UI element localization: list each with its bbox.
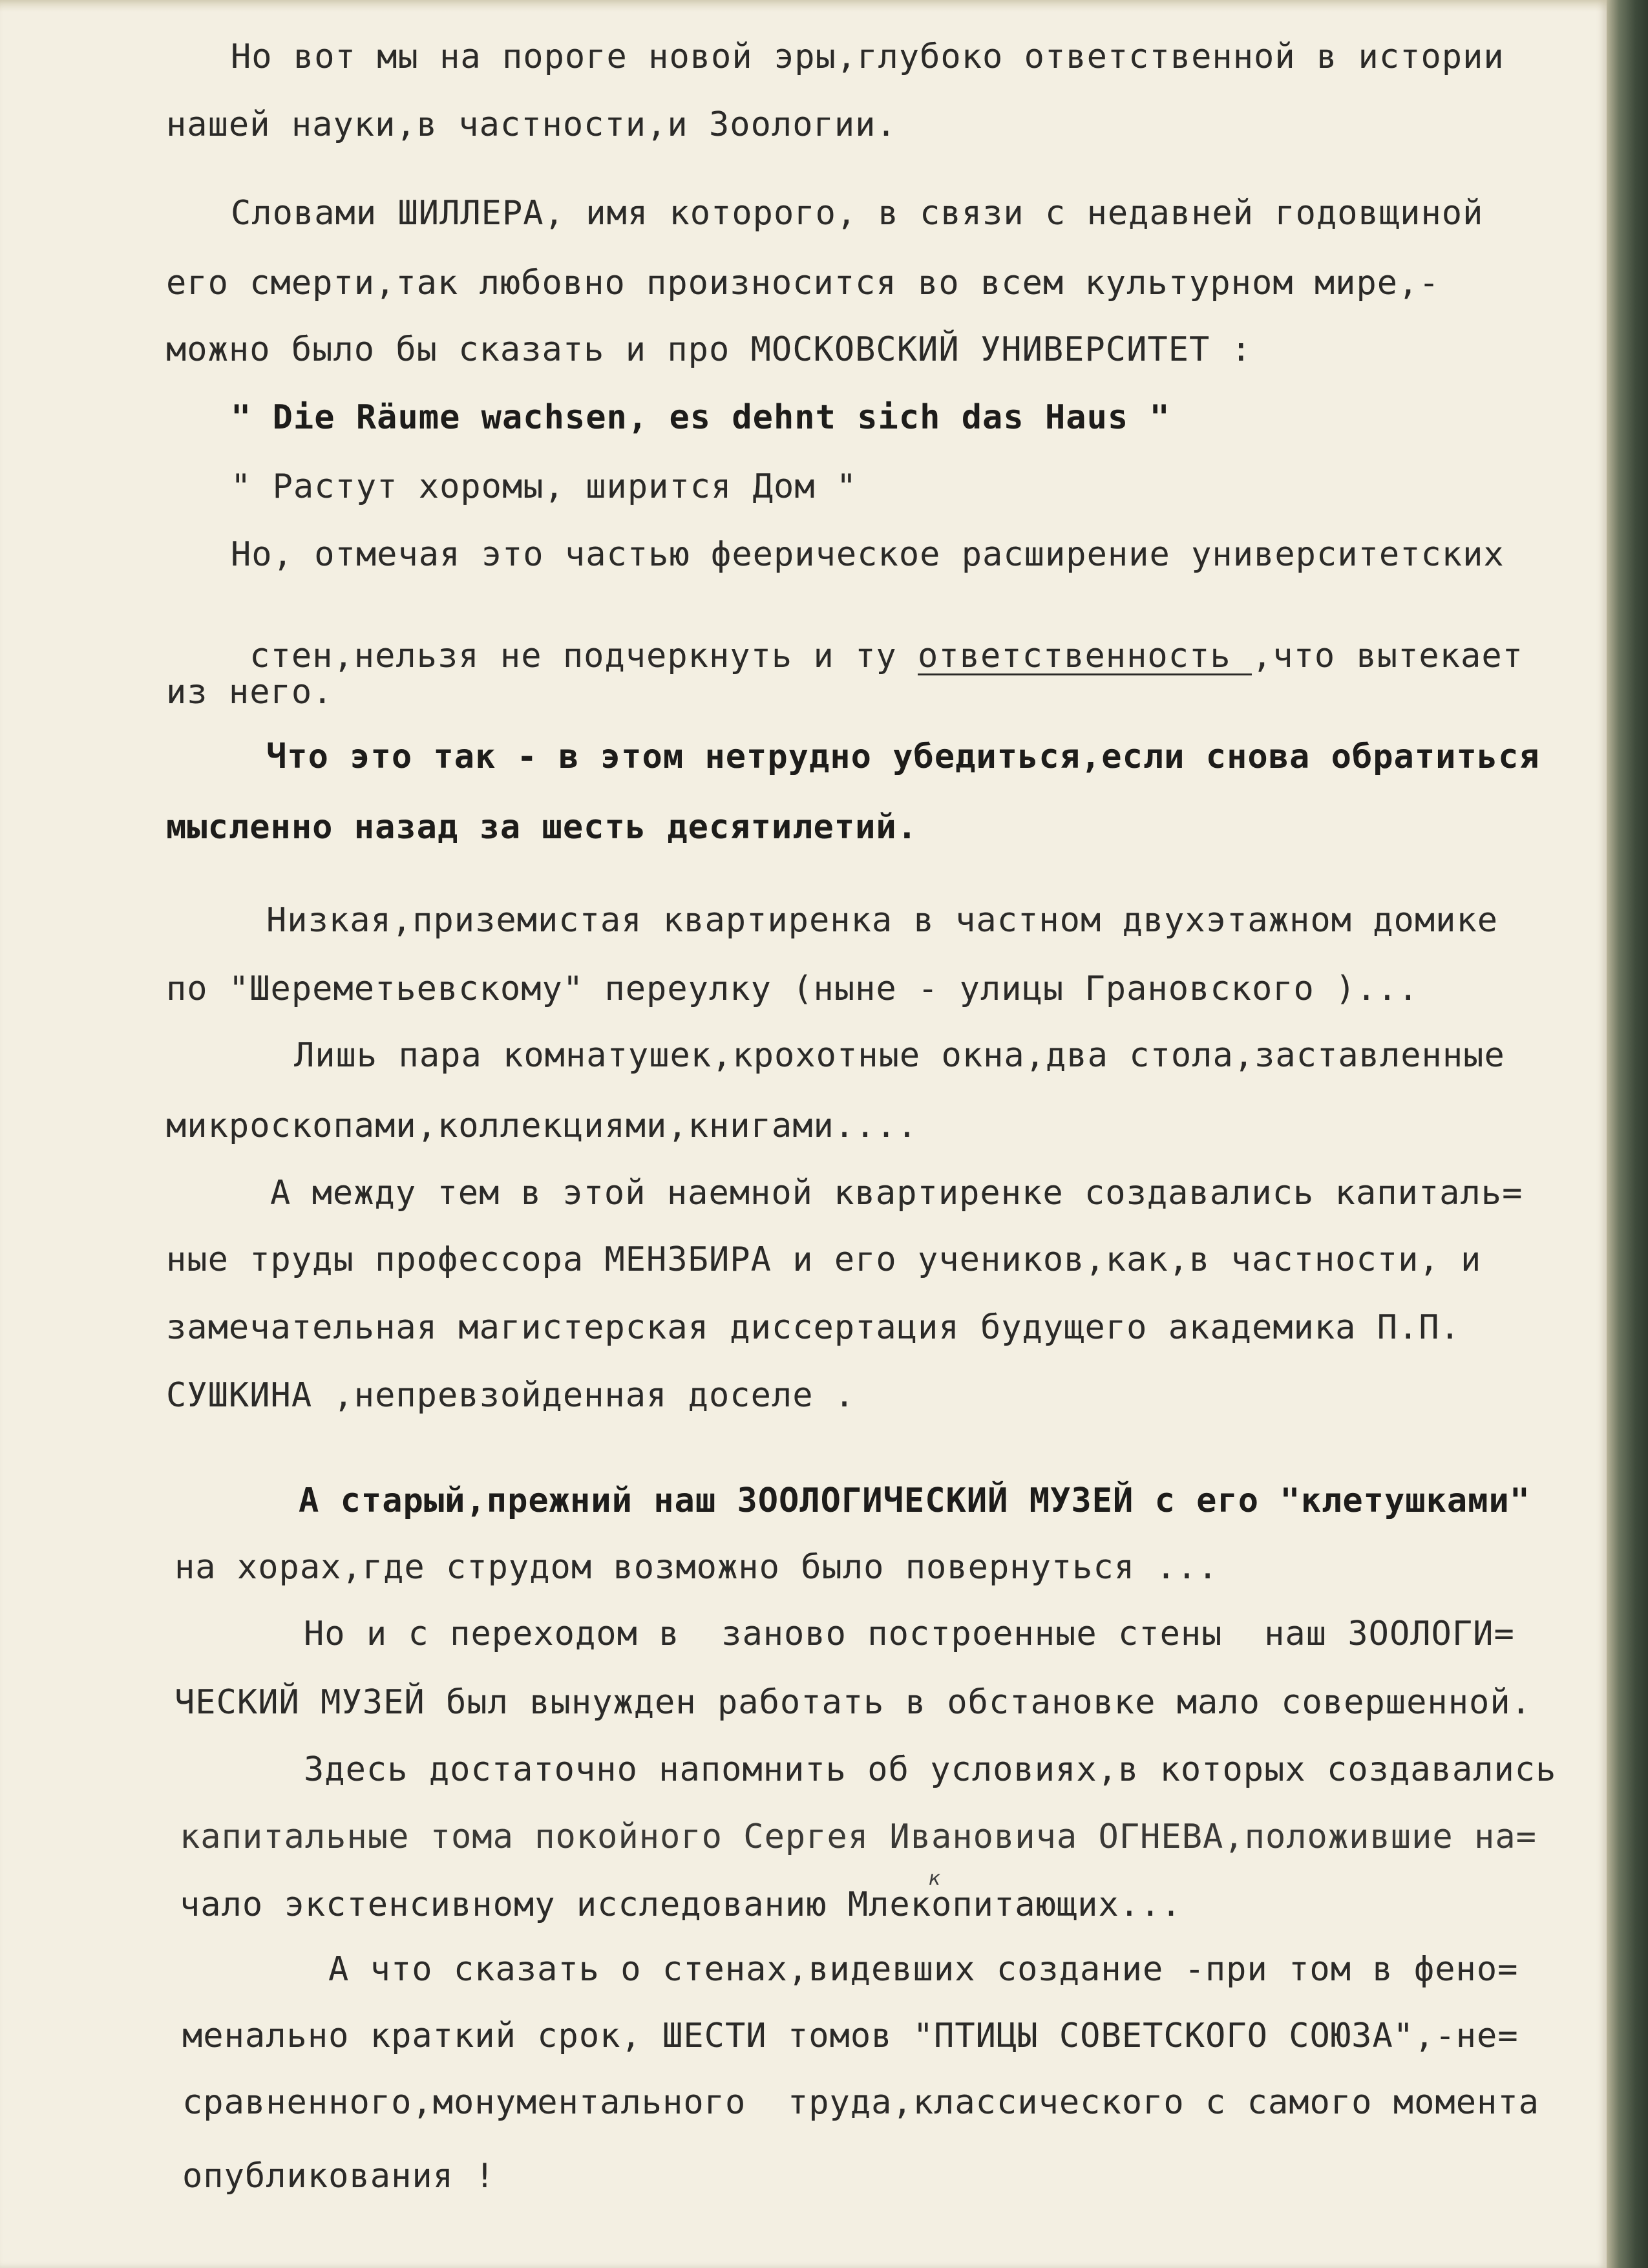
text-line: Но, отмечая это частью феерическое расширение университетских: [231, 535, 1505, 574]
text-line: мысленно назад за шесть десятилетий.: [166, 808, 918, 847]
text-line: ные труды профессора МЕНЗБИРА и его учеников,как,в частности, и: [166, 1240, 1482, 1279]
text-fragment: стен,нельзя не подчеркнуть и ту: [249, 637, 918, 675]
text-line: по "Шереметьевскому" переулку (ныне - улицы Грановского )...: [166, 970, 1419, 1008]
text-fragment: ,что вытекает: [1251, 637, 1523, 675]
text-line: замечательная магистерская диссертация будущего академика П.П.: [166, 1308, 1461, 1347]
text-line: Словами ШИЛЛЕРА, имя которого, в связи с недавней годовщиной: [231, 194, 1484, 233]
text-line: Здесь достаточно напомнить об условиях,в которых создавались: [304, 1750, 1557, 1789]
quote-line-russian: " Растут хоромы, ширится Дом ": [231, 467, 858, 506]
text-line: нашей науки,в частности,и Зоологии.: [166, 105, 897, 144]
text-line: СУШКИНА ,непревзойденная доселе .: [166, 1376, 856, 1415]
paper-top-shade: [0, 0, 1607, 12]
underlined-word: ответственность: [918, 637, 1252, 675]
text-line: Что это так - в этом нетрудно убедиться,если снова обратиться: [266, 737, 1540, 776]
text-line: микроскопами,коллекциями,книгами....: [166, 1107, 918, 1145]
text-line: можно было бы сказать и про МОСКОВСКИЙ УНИВЕРСИТЕТ :: [166, 330, 1252, 369]
text-line: сравненного,монументального труда,классического с самого момента: [182, 2083, 1539, 2122]
text-line: А что сказать о стенах,видевших создание -при том в фено=: [328, 1950, 1519, 1989]
handwritten-correction: к: [929, 1867, 941, 1890]
text-line: менально краткий срок, ШЕСТИ томов "ПТИЦЫ СОВЕТСКОГО СОЮЗА",-не=: [182, 2017, 1519, 2055]
text-line: А старый,прежний наш ЗООЛОГИЧЕСКИЙ МУЗЕЙ с его "клетушками": [299, 1481, 1531, 1520]
text-line: из него.: [166, 673, 333, 712]
text-line: капитальные тома покойного Сергея Ивановича ОГНЕВА,положившие на=: [180, 1818, 1537, 1856]
text-line: Лишь пара комнатушек,крохотные окна,два стола,заставленные: [294, 1036, 1505, 1075]
text-line: Но и с переходом в заново построенные стены наш ЗООЛОГИ=: [304, 1615, 1515, 1653]
text-line: Но вот мы на пороге новой эры,глубоко ответственной в истории: [231, 37, 1505, 76]
text-line: [166, 606, 1523, 706]
text-line: А между тем в этой наемной квартиренке создавались капиталь=: [270, 1174, 1523, 1213]
text-line: опубликования !: [182, 2157, 496, 2196]
quote-line-german: " Die Räume wachsen, es dehnt sich das Haus ": [231, 398, 1170, 437]
text-line: чало экстенсивному исследованию Млекопитающих...: [180, 1885, 1182, 1924]
binder-edge: [1607, 0, 1648, 2268]
text-line: на хорах,где струдом возможно было повернуться ...: [174, 1548, 1219, 1587]
text-line: его смерти,так любовно произносится во всем культурном мире,-: [166, 264, 1440, 302]
text-line: Низкая,приземистая квартиренка в частном двухэтажном домике: [266, 901, 1499, 940]
text-line: ЧЕСКИЙ МУЗЕЙ был вынужден работать в обстановке мало совершенной.: [174, 1683, 1532, 1722]
